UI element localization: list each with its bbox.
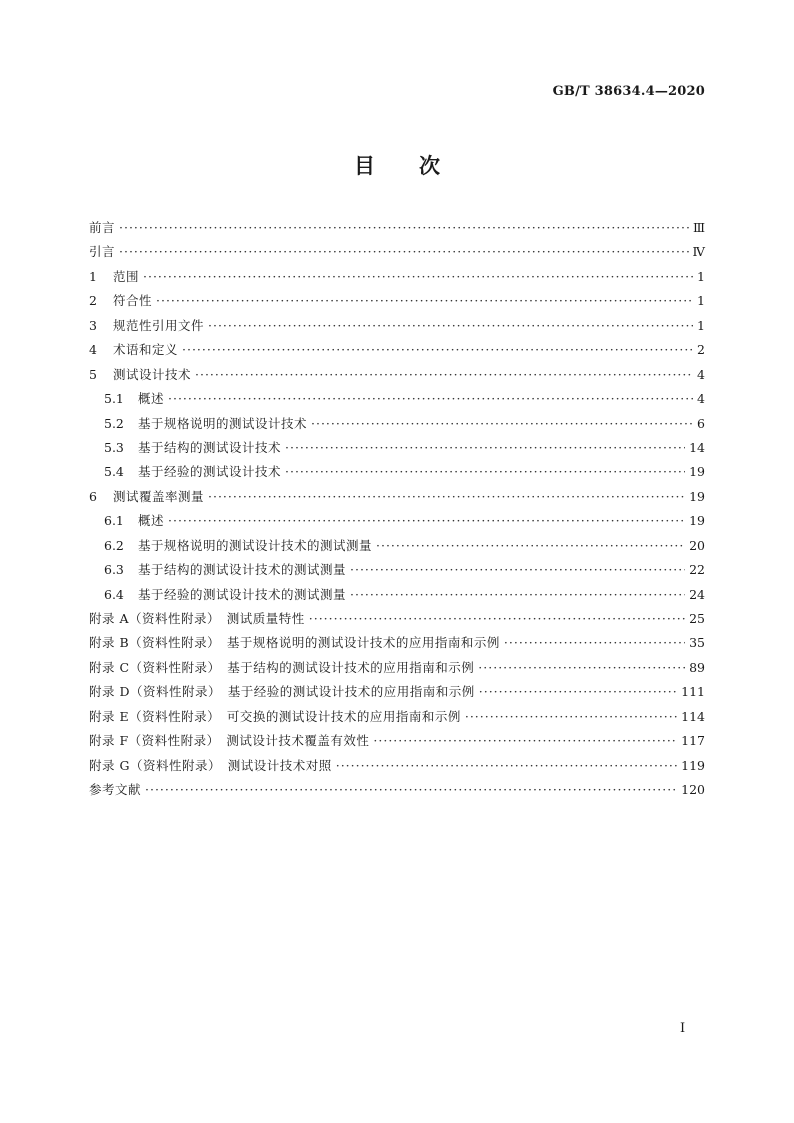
toc-entry[interactable] — [89, 682, 705, 706]
toc-entry-label: 基于结构的测试设计技术 — [138, 439, 282, 455]
toc-entry[interactable] — [89, 340, 705, 364]
toc-entry-page: 35 — [689, 635, 705, 651]
toc-entry[interactable] — [89, 291, 705, 315]
toc-entry-number: 3 — [89, 317, 97, 333]
toc-dot-leader — [465, 709, 677, 724]
table-of-contents — [89, 218, 705, 805]
toc-entry-label: 测试设计技术 — [113, 366, 192, 382]
toc-entry-number: 5 — [89, 366, 97, 382]
toc-dot-leader — [119, 220, 689, 235]
toc-entry[interactable] — [89, 389, 705, 413]
page-title-part2: 次 — [419, 153, 440, 178]
toc-entry-page: 111 — [681, 684, 705, 700]
toc-entry-label: 附录 G（资料性附录） 测试设计技术对照 — [89, 757, 332, 773]
toc-entry-label: 参考文献 — [89, 782, 142, 798]
toc-entry[interactable] — [89, 414, 705, 438]
page-number: Ⅰ — [680, 1021, 686, 1036]
toc-entry[interactable] — [89, 658, 705, 682]
toc-entry-number: 6.1 — [104, 513, 124, 529]
toc-entry[interactable] — [89, 487, 705, 511]
toc-entry[interactable] — [89, 218, 705, 242]
toc-entry-label: 概述 — [138, 391, 165, 407]
toc-entry-number: 6.4 — [104, 586, 124, 602]
toc-entry[interactable] — [89, 585, 705, 609]
toc-entry[interactable] — [89, 242, 705, 266]
toc-entry-label: 基于规格说明的测试设计技术 — [138, 415, 308, 431]
toc-entry-page: 22 — [689, 562, 705, 578]
standard-number: GB/T 38634.4—2020 — [552, 84, 705, 99]
toc-entry-label: 基于规格说明的测试设计技术的测试测量 — [138, 537, 373, 553]
page-title — [0, 150, 794, 180]
toc-entry-number: 5.4 — [104, 464, 124, 480]
toc-entry-number: 6.2 — [104, 537, 124, 553]
toc-entry-page: 6 — [697, 415, 705, 431]
toc-entry-number: 6.3 — [104, 562, 124, 578]
toc-entry-label: 引言 — [89, 244, 116, 260]
toc-entry-label: 符合性 — [113, 293, 153, 309]
toc-dot-leader — [504, 635, 685, 650]
toc-dot-leader — [145, 782, 677, 797]
toc-entry-label: 前言 — [89, 220, 116, 235]
toc-entry[interactable] — [89, 316, 705, 340]
toc-entry-page: 2 — [697, 342, 705, 358]
toc-dot-leader — [311, 416, 693, 431]
toc-entry-label: 测试覆盖率测量 — [113, 488, 205, 504]
toc-entry-label: 附录 D（资料性附录） 基于经验的测试设计技术的应用指南和示例 — [89, 684, 475, 700]
toc-entry-label: 附录 C（资料性附录） 基于结构的测试设计技术的应用指南和示例 — [89, 659, 475, 675]
page-title-part1: 目 — [354, 153, 375, 178]
toc-entry[interactable] — [89, 780, 705, 804]
toc-entry-page: 19 — [689, 488, 705, 504]
toc-dot-leader — [350, 587, 685, 602]
toc-entry[interactable] — [89, 609, 705, 633]
toc-entry-page: 1 — [697, 293, 705, 309]
toc-entry[interactable] — [89, 511, 705, 535]
toc-dot-leader — [168, 513, 685, 528]
toc-dot-leader — [168, 391, 693, 406]
toc-dot-leader — [208, 318, 693, 333]
toc-dot-leader — [350, 562, 685, 577]
toc-dot-leader — [478, 660, 685, 675]
toc-entry-page: 20 — [689, 537, 705, 553]
toc-entry-number: 5.2 — [104, 415, 124, 431]
toc-entry[interactable] — [89, 267, 705, 291]
toc-entry-label: 附录 E（资料性附录） 可交换的测试设计技术的应用指南和示例 — [89, 708, 461, 724]
toc-entry-label: 附录 F（资料性附录） 测试设计技术覆盖有效性 — [89, 733, 370, 749]
toc-dot-leader — [208, 489, 685, 504]
toc-entry-page: 25 — [689, 611, 705, 626]
toc-entry-page: 24 — [689, 586, 705, 602]
toc-entry-page: 117 — [681, 733, 705, 749]
toc-dot-leader — [182, 342, 693, 357]
toc-entry-number: 1 — [89, 268, 97, 284]
toc-entry-page: 14 — [689, 439, 705, 455]
toc-entry-number: 5.1 — [104, 391, 124, 407]
toc-entry-page: 4 — [697, 366, 705, 382]
toc-dot-leader — [156, 293, 693, 308]
toc-entry-label: 规范性引用文件 — [113, 317, 205, 333]
toc-entry-page: Ⅳ — [692, 244, 705, 260]
toc-entry-label: 基于结构的测试设计技术的测试测量 — [138, 562, 347, 578]
toc-entry[interactable] — [89, 365, 705, 389]
toc-entry-page: 89 — [689, 659, 705, 675]
toc-entry[interactable] — [89, 731, 705, 755]
toc-entry-label: 附录 A（资料性附录） 测试质量特性 — [89, 611, 305, 626]
toc-entry-label: 附录 B（资料性附录） 基于规格说明的测试设计技术的应用指南和示例 — [89, 635, 500, 651]
toc-entry-label: 基于经验的测试设计技术 — [138, 464, 282, 480]
toc-dot-leader — [285, 464, 685, 479]
toc-entry-page: Ⅲ — [692, 220, 705, 235]
toc-entry[interactable] — [89, 438, 705, 462]
toc-entry-page: 1 — [697, 317, 705, 333]
toc-entry-number: 6 — [89, 488, 97, 504]
toc-entry-page: 120 — [681, 782, 705, 798]
toc-entry-label: 术语和定义 — [113, 342, 179, 358]
toc-entry[interactable] — [89, 536, 705, 560]
toc-dot-leader — [119, 244, 688, 259]
toc-entry-page: 19 — [689, 513, 705, 529]
toc-dot-leader — [195, 367, 693, 382]
toc-dot-leader — [336, 758, 677, 773]
toc-entry-page: 19 — [689, 464, 705, 480]
toc-entry-number: 4 — [89, 342, 97, 358]
toc-dot-leader — [479, 684, 677, 699]
toc-dot-leader — [285, 440, 685, 455]
toc-dot-leader — [143, 269, 693, 284]
toc-entry-number: 5.3 — [104, 439, 124, 455]
toc-entry[interactable] — [89, 707, 705, 731]
toc-entry-page: 4 — [697, 391, 705, 407]
toc-entry[interactable] — [89, 756, 705, 780]
toc-entry-number: 2 — [89, 293, 97, 309]
toc-entry[interactable] — [89, 633, 705, 657]
toc-entry-label: 概述 — [138, 513, 165, 529]
toc-entry[interactable] — [89, 560, 705, 584]
toc-dot-leader — [373, 733, 677, 748]
toc-entry-label: 范围 — [113, 268, 140, 284]
toc-entry-page: 114 — [681, 708, 705, 724]
toc-dot-leader — [309, 611, 685, 626]
toc-entry-page: 1 — [697, 268, 705, 284]
toc-entry-label: 基于经验的测试设计技术的测试测量 — [138, 586, 347, 602]
toc-entry-page: 119 — [681, 757, 705, 773]
toc-entry[interactable] — [89, 462, 705, 486]
toc-dot-leader — [376, 538, 685, 553]
